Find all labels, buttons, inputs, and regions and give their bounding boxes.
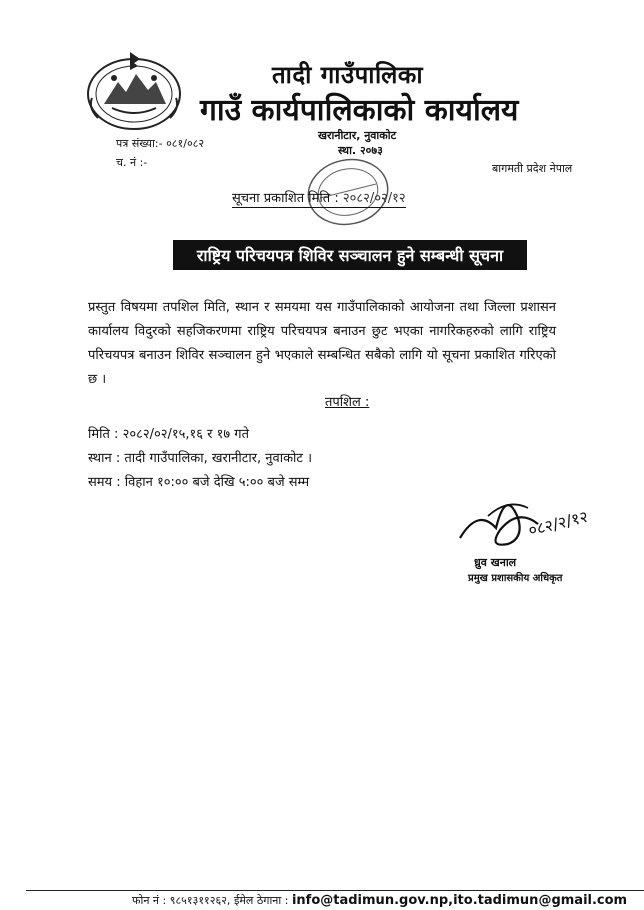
footer-contact (132, 893, 627, 908)
notice-body: प्रस्तुत विषयमा तपशिल मिति, स्थान र समयमा यस गाउँपालिकाको आयोजना तथा जिल्ला प्रशासन कार्यालय विदुरको सहजिकरणमा राष्ट्रिय परिचयपत्र बनाउन छुट भएका नागरिकहरुको लागि राष्ट्रिय परिचयपत्र बनाउन शिविर सञ्चालन हुने भएकाले सम्बन्धित सबैको लागि यो सूचना प्रकाशित गरिएको छ । (88, 300, 556, 387)
schedule-heading: तपशिल : (325, 395, 370, 410)
publication-date-label: सूचना प्रकाशित मिति (232, 191, 331, 206)
dispatch-number: च. नं :- (116, 156, 148, 169)
publication-date-value: २०८२/०२/१२ (342, 191, 406, 206)
schedule-date: मिति : २०८२/०२/१५,१६ र १७ गते (88, 427, 250, 442)
municipality-name: तादी गाउँपालिका (272, 61, 424, 89)
letter-number: पत्र संख्या:- ०८१/०८२ (116, 137, 205, 150)
schedule-place: स्थान : तादी गाउँपालिका, खरानीटार, नुवाकोट । (88, 451, 313, 466)
notice-title: राष्ट्रिय परिचयपत्र शिविर सञ्चालन हुने सम्बन्धी सूचना (173, 240, 527, 270)
publication-date: सूचना प्रकाशित मिति : २०८२/०२/१२ (232, 188, 406, 208)
signatory-designation: प्रमुख प्रशासकीय अधिकृत (468, 573, 563, 584)
footer-email: info@tadimun.gov.np,ito.tadimun@gmail.com (291, 893, 628, 908)
office-name: गाउँ कार्यपालिकाको कार्यालय (200, 93, 519, 128)
footer-phone: फोन नं : ९८५१३११२६२, (132, 894, 231, 907)
province-name: बागमती प्रदेश नेपाल (492, 162, 573, 175)
signatory-name: ध्रुव खनाल (474, 556, 517, 569)
signature-icon (448, 478, 598, 558)
office-established: स्था. २०७३ (338, 144, 383, 157)
footer-email-label: ईमेल ठेगाना : (233, 894, 289, 907)
municipality-emblem-icon (84, 48, 184, 132)
schedule-time: समय : विहान १०:०० बजे देखि ५:०० बजे सम्म (88, 475, 310, 490)
signature-date: ०८२/२/१२ (526, 506, 590, 540)
footer-divider (26, 890, 644, 891)
office-address: खरानीटार, नुवाकोट (318, 129, 397, 142)
